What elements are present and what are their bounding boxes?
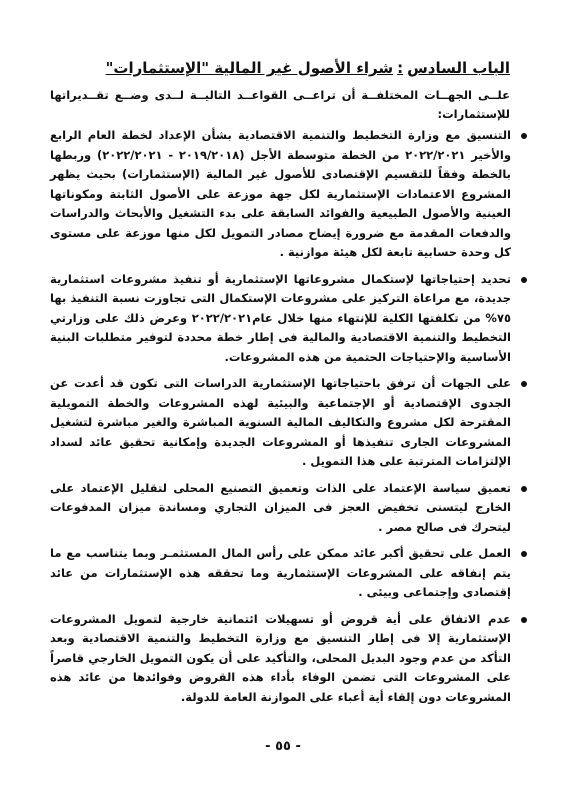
section-title: شراء الأصول غير المالية "الإستثمارات" xyxy=(105,59,394,77)
page-number: - ٥٥ - xyxy=(265,739,301,754)
list-item-text: تحديد إحتياجاتها لإستكمال مشروعاتها الإستثمارية أو تنفيذ مشروعات استثمارية جديدة، مع مراعاة التركيز على مشروعات الإستكمال التى تجاوزت نسبة التنفيذ بها ٧٥% من تكلفتها الكلية للإنتهاء منها خلال عام٢٠٢٢/٢٠٢١ وعرض ذلك على وزارتي التخطيط والتنمية الاقتصادية والمالية فى إطار خطة محددة لتوفير متطلبات البنية الأساسية والإحتياجات الحتمية من هذه المشروعات. xyxy=(50,271,511,364)
bullet-list xyxy=(50,126,530,714)
bullet-icon xyxy=(521,551,527,557)
list-item-text: على الجهات أن ترفق باحتياجاتها الإستثمارية الدراسات التى تكون قد أعدت عن الجدوى الإقتصادية أو الإجتماعية والبيئية لهذه المشروعات والخطة التمويلية المقترحة لكل مشروع والتكاليف المالية السنوية المباشرة والغير مباشرة لتشغيل المشروعات الجارى تنفيذها أو المشروعات الجديدة وإمكانية تحقيق عائد لسداد الإلتزامات المترتبة على هذا التمويل . xyxy=(50,376,511,468)
list-item-text: تعميق سياسة الإعتماد على الذات وتعميق التصنيع المحلى لتقليل الإعتماد على الخارج ليتسنى تخفيض العجز فى الميزان التجاري ومساندة ميزان المدفوعات ليتحرك فى صالح مصر . xyxy=(50,480,511,534)
chapter-label: الباب السادس xyxy=(407,59,510,77)
list-item-text: عدم الاتفاق على أية قروض أو تسهيلات ائتمانية خارجية لتمويل المشروعات الإستثمارية إلا فى إطار التنسيق مع وزارة التخطيط والتنمية الاقتصادية وبعد التأكد من عدم وجود البديل المحلى، والتأكيد على أن يكون التمويل الخارجي قاصراً على المشروعات التى تضمن الوفاء بأداء هذه القروض وفوائدها من عائد هذه المشروعات دون إلقاء أية أعباء على الموازنة العامة للدولة. xyxy=(50,611,511,704)
list-item xyxy=(50,126,530,263)
bullet-icon xyxy=(521,486,527,492)
list-item xyxy=(50,479,530,538)
bullet-icon xyxy=(521,277,527,283)
heading-separator: : xyxy=(397,59,404,77)
intro-paragraph: علــى الجهــات المختلفــة أن تراعــى القواعــد التاليــة لــدى وضــع تقــديراتها للإستثمارات: xyxy=(50,88,510,121)
list-item xyxy=(50,610,530,708)
chapter-title xyxy=(106,59,510,77)
list-item xyxy=(50,374,530,472)
bullet-icon xyxy=(521,133,527,139)
list-item xyxy=(50,544,530,603)
list-item xyxy=(50,270,530,368)
list-item-text: العمل على تحقيق أكبر عائد ممكن على رأس المال المستثمـر وبما يتناسب مع ما يتم إنفاقه على المشروعات الإستثمارية وما تحققه هذه الإستثمارات من عائد إقتصادى وإجتماعى وبيئى . xyxy=(50,546,511,599)
list-item-text: التنسيق مع وزارة التخطيط والتنمية الاقتصادية بشأن الإعداد لخطة العام الرابع والأخير ٢٠٢٢/٢٠٢١ من الخطة متوسطة الأجل (٢٠١٩/٢٠١٨ - ٢٠٢٢/٢٠٢١) وربطها بالخطة وفقاً للتقسيم الإقتصادى للأصول غير المالية (الإستثمارات) بحيث يظهر المشروع الاعتمادات الإستثمارية لكل جهة موزعة على الأصول الثابتة ومكوناتها العينية والأصول الطبيعية والفوائد السابقة على بدء التشغيل والأبحاث والدراسات والدفعات المقدمة مع ضرورة إيضاح مصادر التمويل لكل منها موزعة على مستوى كل وحدة حسابية تابعة لكل هيئة موازنية . xyxy=(50,128,512,259)
chapter-heading xyxy=(50,58,510,78)
bullet-icon xyxy=(521,381,527,387)
bullet-icon xyxy=(521,617,527,623)
